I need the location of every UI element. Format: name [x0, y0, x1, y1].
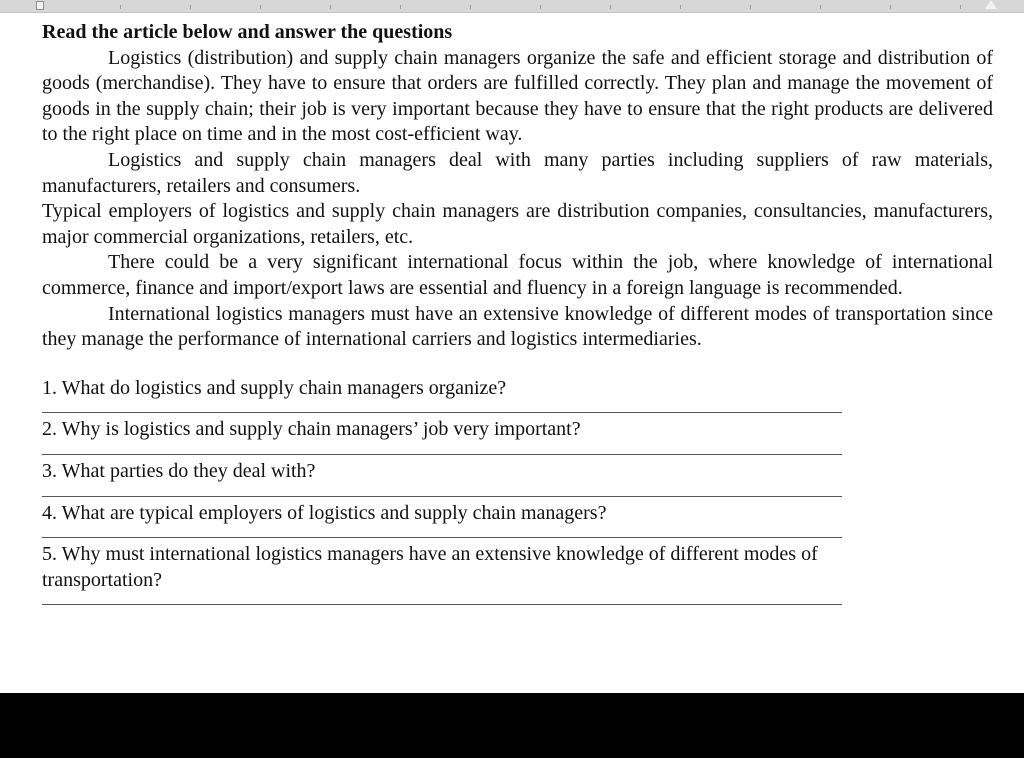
- question-5: 5. Why must international logistics managers have an extensive knowledge of different modes of transportation?: [42, 543, 818, 591]
- paragraph-5: International logistics managers must have an extensive knowledge of different modes of transportation since they manage the performance of international carriers and logistics intermediaries.: [42, 302, 993, 351]
- ruler-tick: [610, 5, 611, 9]
- paragraph-2: Logistics and supply chain managers deal with many parties including suppliers of raw materials, manufacturers, retailers and consumers.: [42, 148, 993, 197]
- paragraph-1: Logistics (distribution) and supply chain managers organize the safe and efficient storage and distribution of goods (merchandise). They have to ensure that orders are fulfilled correctly. They plan and manage the movement of goods in the supply chain; their job is very important because they have to ensure that the right products are delivered to the right place on time and in the most cost-efficient way.: [42, 46, 993, 146]
- document-page: [0, 13, 1024, 693]
- ruler-tick: [400, 5, 401, 9]
- left-indent-marker[interactable]: [36, 1, 44, 10]
- ruler-tick: [750, 5, 751, 9]
- ruler-tick: [890, 5, 891, 9]
- answer-line-5[interactable]: [42, 604, 842, 605]
- paragraph-3: Typical employers of logistics and supply chain managers are distribution companies, consultancies, manufacturers, major commercial organizations, retailers, etc.: [42, 200, 993, 248]
- questions-list: [42, 376, 993, 606]
- answer-line-4[interactable]: [42, 537, 842, 538]
- ruler-tick: [470, 5, 471, 9]
- question-2: 2. Why is logistics and supply chain managers’ job very important?: [42, 418, 581, 441]
- ruler-tick: [960, 5, 961, 9]
- ruler-tick: [260, 5, 261, 9]
- right-indent-marker[interactable]: [985, 0, 997, 9]
- answer-line-2[interactable]: [42, 454, 842, 455]
- ruler-tick: [680, 5, 681, 9]
- ruler-tick: [190, 5, 191, 9]
- ruler: [0, 0, 1024, 13]
- paragraph-4: There could be a very significant international focus within the job, where knowledge of international commerce, finance and import/export laws are essential and fluency in a foreign language is recommended.: [42, 251, 993, 299]
- ruler-tick: [330, 5, 331, 9]
- ruler-tick: [120, 5, 121, 9]
- document-content[interactable]: [42, 20, 993, 609]
- question-3: 3. What parties do they deal with?: [42, 459, 316, 482]
- heading: Read the article below and answer the questions: [42, 21, 453, 43]
- answer-line-3[interactable]: [42, 496, 842, 497]
- answer-line-1[interactable]: [42, 412, 842, 413]
- question-4: 4. What are typical employers of logistics and supply chain managers?: [42, 501, 607, 524]
- ruler-tick: [820, 5, 821, 9]
- question-1: 1. What do logistics and supply chain managers organize?: [42, 376, 507, 399]
- ruler-tick: [540, 5, 541, 9]
